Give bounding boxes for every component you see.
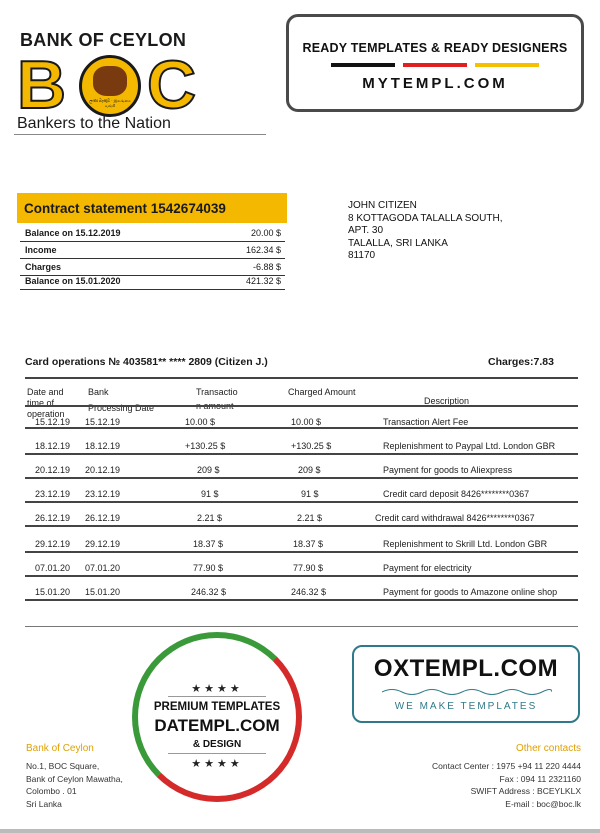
cell-description: Credit card deposit 8426********0367	[383, 489, 530, 499]
cell-date: 23.12.19	[35, 489, 71, 499]
cell-charged: 91 $	[301, 489, 319, 499]
cell-date: 07.01.20	[35, 563, 71, 573]
boc-logo	[17, 47, 202, 123]
footer-address-line: Sri Lanka	[26, 798, 62, 809]
summary-label: Income	[25, 245, 57, 255]
cell-date: 26.12.19	[35, 513, 71, 523]
address-line: 8 KOTTAGODA TALALLA SOUTH,	[348, 212, 503, 224]
cell-processing: 29.12.19	[85, 539, 121, 549]
cell-description: Payment for goods to Amazone online shop	[383, 587, 558, 597]
summary-value: 20.00 $	[250, 228, 281, 238]
summary-label: Balance on 15.01.2020	[25, 276, 121, 286]
cell-description: Credit card withdrawal 8426********0367	[375, 513, 535, 523]
cell-date: 18.12.19	[35, 441, 71, 451]
address-line: APT. 30	[348, 225, 384, 236]
summary-value: -6.88 $	[252, 262, 281, 272]
cell-description: Payment for goods to Aliexpress	[383, 465, 513, 475]
logo-letter-c: C	[147, 47, 197, 123]
bottom-rule	[0, 829, 600, 833]
cell-date: 20.12.19	[35, 465, 71, 475]
cell-processing: 18.12.19	[85, 441, 121, 451]
logo-letter-b: B	[17, 47, 67, 123]
footer-address-line: Colombo . 01	[26, 786, 77, 796]
cell-transaction: 2.21 $	[197, 513, 223, 523]
cell-date: 29.12.19	[35, 539, 71, 549]
table-row	[25, 479, 578, 503]
contract-statement-header: Contract statement 1542674039	[17, 193, 287, 223]
wave-divider-icon	[382, 687, 552, 697]
charges-total: Charges:7.83	[488, 356, 554, 368]
ad-bar-black	[331, 63, 395, 67]
stamp-line1: PREMIUM TEMPLATES	[153, 701, 281, 713]
table-row	[25, 503, 578, 527]
table-row	[25, 405, 578, 429]
bank-slogan: Bankers to the Nation	[17, 115, 171, 132]
cell-processing: 23.12.19	[85, 489, 121, 499]
footer-contact-line: SWIFT Address : BCEYLKLX	[470, 786, 581, 796]
col-header-processing-line: Processing Date	[88, 403, 155, 413]
col-header-charged: Charged Amount	[288, 387, 356, 397]
cell-processing: 07.01.20	[85, 563, 121, 573]
logo-divider	[14, 134, 266, 135]
cell-processing: 26.12.19	[85, 513, 121, 523]
address-line: JOHN CITIZEN	[348, 200, 417, 211]
cell-transaction: 209 $	[197, 465, 220, 475]
col-header-transaction-line: Transactio	[196, 387, 238, 397]
summary-label: Charges	[25, 262, 62, 272]
table-bottom-rule	[25, 626, 578, 627]
stamp-line3: & DESIGN	[192, 739, 242, 750]
cell-processing: 20.12.19	[85, 465, 121, 475]
bank-name: BANK OF CEYLON	[20, 30, 187, 50]
cell-charged: 10.00 $	[291, 417, 322, 427]
oxtempl-badge	[352, 645, 580, 723]
stamp-stars-top: ★★★★	[191, 683, 243, 695]
address-line: 81170	[348, 250, 376, 261]
mytempl-ad-box	[286, 14, 584, 112]
cell-date: 15.12.19	[35, 417, 71, 427]
table-row	[25, 577, 578, 601]
cell-charged: +130.25 $	[291, 441, 332, 451]
table-top-rule	[25, 377, 578, 379]
cell-processing: 15.12.19	[85, 417, 121, 427]
cell-transaction: 18.37 $	[193, 539, 224, 549]
premium-templates-stamp	[132, 632, 302, 802]
col-header-transaction-line: n amount	[196, 401, 234, 411]
cell-description: Transaction Alert Fee	[383, 417, 469, 427]
col-header-processing-line: Bank	[88, 387, 109, 397]
cell-transaction: 91 $	[201, 489, 219, 499]
seal-emblem	[93, 66, 127, 96]
stamp-line2: DATEMPL.COM	[154, 716, 280, 735]
ad-bar-yellow	[475, 63, 539, 67]
col-header-description: Description	[424, 396, 470, 406]
stamp-stars-bottom: ★★★★	[191, 758, 243, 770]
cell-transaction: 77.90 $	[193, 563, 224, 573]
ad-title: READY TEMPLATES & READY DESIGNERS	[302, 41, 568, 55]
footer-bank-address	[26, 760, 123, 810]
cell-date: 15.01.20	[35, 587, 71, 597]
summary-value: 162.34 $	[245, 245, 281, 255]
footer-bank-title: Bank of Ceylon	[26, 743, 94, 754]
cell-description: Payment for electricity	[383, 563, 472, 573]
oxtempl-title: OXTEMPL.COM	[373, 655, 559, 682]
cell-transaction: 10.00 $	[185, 417, 216, 427]
summary-row	[20, 273, 285, 290]
summary-row	[20, 225, 285, 242]
footer-address-line: Bank of Ceylon Mawatha,	[26, 773, 123, 784]
summary-row	[20, 242, 285, 259]
cell-transaction: +130.25 $	[185, 441, 226, 451]
cell-charged: 2.21 $	[297, 513, 323, 523]
cell-transaction: 246.32 $	[191, 587, 227, 597]
footer-contacts-title: Other contacts	[515, 743, 581, 754]
footer-contact-line: Contact Center : 1975 +94 11 220 4444	[432, 761, 581, 771]
address-line: TALALLA, SRI LANKA	[348, 237, 448, 249]
table-row	[25, 431, 578, 455]
stamp-divider	[168, 753, 266, 754]
cell-description: Replenishment to Skrill Ltd. London GBR	[383, 539, 548, 549]
cell-description: Replenishment to Paypal Ltd. London GBR	[383, 441, 556, 451]
col-header-date-line: Date and	[27, 387, 64, 397]
summary-label: Balance on 15.12.2019	[25, 228, 121, 238]
bank-seal-icon	[79, 55, 141, 117]
customer-address	[348, 200, 503, 263]
col-header-date-line: operation	[27, 409, 65, 419]
footer-contact-line: Fax : 094 11 2321160	[499, 773, 581, 784]
cell-charged: 209 $	[298, 465, 321, 475]
summary-value: 421.32 $	[245, 276, 281, 286]
col-header-date-line: time of	[27, 398, 55, 408]
cell-charged: 77.90 $	[293, 563, 324, 573]
ad-site: MYTEMPL.COM	[362, 75, 508, 92]
footer-contact-line: E-mail : boc@boc.lk	[505, 798, 581, 809]
ad-bar-red	[403, 63, 467, 67]
footer-address-line: No.1, BOC Square,	[26, 761, 100, 771]
footer-contacts	[432, 760, 581, 810]
seal-text: ලංකා බැංකුව · இலங்கை வங்கி	[89, 98, 131, 108]
cell-charged: 246.32 $	[291, 587, 327, 597]
card-operations-title: Card operations № 403581** **** 2809 (Citizen J.)	[25, 356, 268, 368]
table-row	[25, 529, 578, 553]
table-row	[25, 455, 578, 479]
cell-processing: 15.01.20	[85, 587, 121, 597]
cell-charged: 18.37 $	[293, 539, 324, 549]
oxtempl-subtitle: WE MAKE TEMPLATES	[394, 701, 538, 712]
table-row	[25, 553, 578, 577]
stamp-divider	[168, 696, 266, 697]
